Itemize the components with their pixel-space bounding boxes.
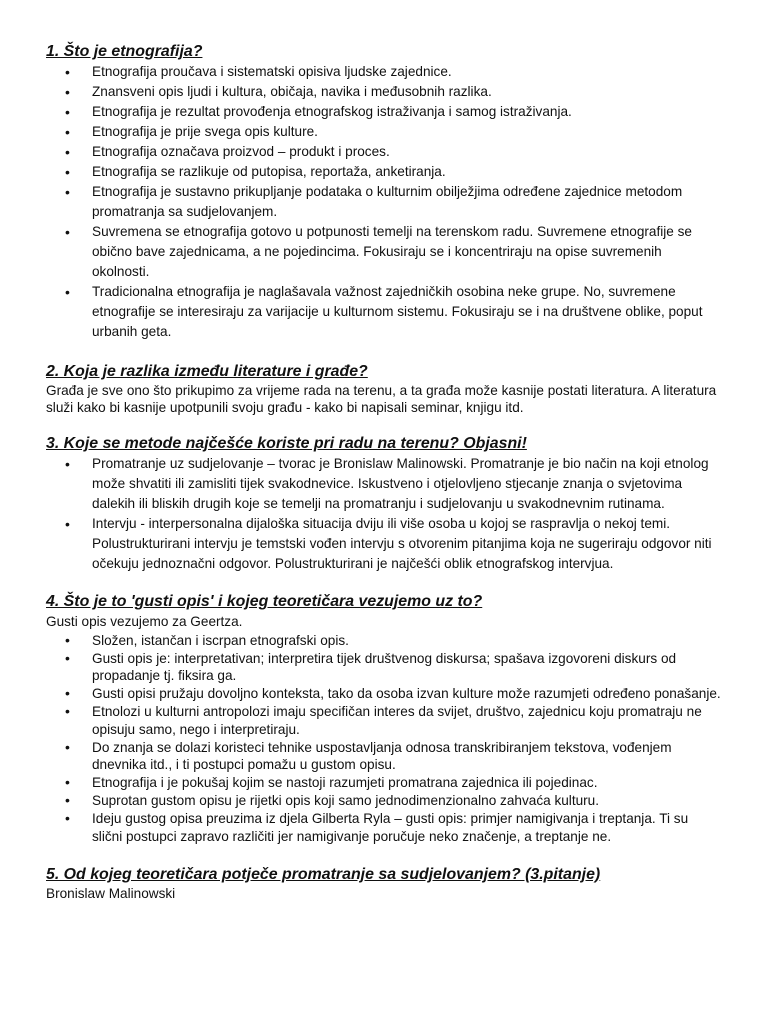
list-item: • Etnografija je sustavno prikupljanje podataka o kulturnim obilježjima određene zajednice metodom promatranja sa sudjelovanjem. (46, 182, 722, 222)
section-1 (46, 42, 722, 342)
list-item: • Složen, istančan i iscrpan etnografski opis. (46, 632, 722, 649)
list-item: • Etnografija označava proizvod – produkt i proces. (46, 142, 722, 162)
section-heading: 4. Što je to 'gusti opis' i kojeg teoretičara vezujemo uz to? (46, 593, 483, 610)
section-5 (46, 865, 722, 902)
list-item: • Gusti opis je: interpretativan; interpretira tijek društvenog diskursa; spašava izgovoreni diskurs od propadanje tj. fiksira ga. (46, 650, 722, 685)
list-item: • Etnografija je rezultat provođenja etnografskog istraživanja i samog istraživanja. (46, 102, 722, 122)
list-item: • Promatranje uz sudjelovanje – tvorac je Bronislaw Malinowski. Promatranje je bio način na koji etnolog može shvatiti ili zamisliti tijek svakodnevice. Iskustveno i otjelovljeno stjecanje znanja o svjetovima dalekih ili bliskih drugih koje se temelji na promatranju i sudjelovanju u svakodnevnim rutinama. (46, 454, 722, 514)
list-item: • Do znanja se dolazi koristeci tehnike uspostavljanja odnosa transkribiranjem tekstova, vođenjem dnevnika itd., i ti postupci pomažu u gustom opisu. (46, 739, 722, 774)
list-item: • Tradicionalna etnografija je naglašavala važnost zajedničkih osobina neke grupe. No, suvremene etnografije se interesiraju za varijacije u kulturnom sistemu. Fokusiraju se i na društvene oblike, poput urbanih geta. (46, 282, 722, 342)
section-heading: 1. Što je etnografija? (46, 43, 203, 60)
list-item: • Etnografija proučava i sistematski opisiva ljudske zajednice. (46, 62, 722, 82)
section-heading: 2. Koja je razlika između literature i građe? (46, 363, 368, 380)
section-2 (46, 362, 722, 416)
section-3 (46, 434, 722, 574)
list-item: • Ideju gustog opisa preuzima iz djela Gilberta Ryla – gusti opis: primjer namigivanja i treptanja. Ti su slični postupci zapravo različiti jer namigivanje poručuje neko značenje, a treptanje ne. (46, 810, 722, 845)
list-item: • Etnografija je prije svega opis kulture. (46, 122, 722, 142)
bullet-list (46, 454, 722, 574)
list-item: • Znansveni opis ljudi i kultura, običaja, navika i međusobnih razlika. (46, 82, 722, 102)
document-page (46, 42, 722, 922)
bullet-list (46, 632, 722, 845)
list-item: • Etnografija i je pokušaj kojim se nastoji razumjeti promatrana zajednica ili pojedinac. (46, 774, 722, 791)
section-paragraph: Bronislaw Malinowski (46, 886, 176, 902)
list-item: • Intervju - interpersonalna dijaloška situacija dviju ili više osoba u kojoj se raspravlja o nekoj temi. Polustrukturirani intervju je temstski vođen intervju s otvorenim pitanjima koja ne sugeriraju odgovor niti očekuju jednoznačni odgovor. Polustrukturirani je najčešći oblik etnografskog intervjua. (46, 514, 722, 574)
list-item: • Suprotan gustom opisu je rijetki opis koji samo jednodimenzionalno zahvaća kulturu. (46, 792, 722, 809)
list-item: • Etnografija se razlikuje od putopisa, reportaža, anketiranja. (46, 162, 722, 182)
bullet-list (46, 62, 722, 342)
section-heading: 5. Od kojeg teoretičara potječe promatranje sa sudjelovanjem? (3.pitanje) (46, 866, 601, 884)
section-paragraph: Građa je sve ono što prikupimo za vrijeme rada na terenu, a ta građa može kasnije postati literatura. A literatura služi kako bi kasnije upotpunili svoju građu - kako bi napisali seminar, knjigu itd. (46, 383, 717, 415)
list-item: • Suvremena se etnografija gotovo u potpunosti temelji na terenskom radu. Suvremene etnografije se obično bave zajednicama, a ne pojedincima. Fokusiraju se i koncentriraju na opise suvremenih okolnosti. (46, 222, 722, 282)
list-item: • Etnolozi u kulturni antropolozi imaju specifičan interes da svijet, društvo, zajednicu koju promatraju ne opisuju samo, nego i interpretiraju. (46, 703, 722, 738)
section-paragraph: Gusti opis vezujemo za Geertza. (46, 614, 243, 629)
list-item: • Gusti opisi pružaju dovoljno konteksta, tako da osoba izvan kulture može razumjeti određeno ponašanje. (46, 685, 722, 702)
section-heading: 3. Koje se metode najčešće koriste pri radu na terenu? Objasni! (46, 435, 527, 452)
section-4 (46, 592, 722, 845)
